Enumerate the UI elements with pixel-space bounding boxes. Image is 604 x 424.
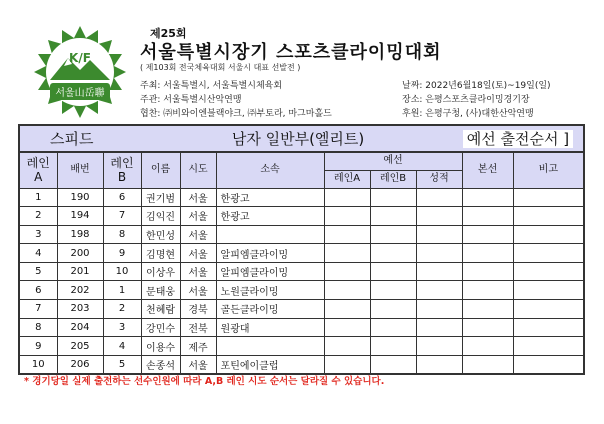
team-cell: 알피엠클라이밍 <box>216 244 324 263</box>
sponsor-info: 협찬: ㈜비와이엔블랙야크, ㈜부토라, 마그마홀드 <box>140 109 332 119</box>
final-cell <box>462 207 513 226</box>
bib-cell: 198 <box>57 225 103 244</box>
qual-lane-a-cell <box>324 355 370 374</box>
table-row <box>19 355 584 374</box>
table-row <box>19 207 584 226</box>
lane-b-cell: 8 <box>103 225 141 244</box>
bib-cell: 200 <box>57 244 103 263</box>
lane-a-cell: 3 <box>19 225 57 244</box>
team-cell: 알피엠클라이밍 <box>216 262 324 281</box>
header-qual-result: 성적 <box>416 170 462 188</box>
note-cell <box>513 355 584 374</box>
bib-cell: 206 <box>57 355 103 374</box>
lane-a-cell: 8 <box>19 318 57 337</box>
lane-a-cell: 1 <box>19 188 57 207</box>
final-cell <box>462 318 513 337</box>
header-qualifier: 예선 <box>324 152 462 170</box>
lane-b-cell: 2 <box>103 300 141 319</box>
table-row <box>19 225 584 244</box>
qual-lane-b-cell <box>370 225 416 244</box>
header-lane-b: 레인 B <box>103 152 141 188</box>
header-note: 비고 <box>513 152 584 188</box>
name-cell: 강민수 <box>141 318 180 337</box>
lane-b-cell: 4 <box>103 337 141 356</box>
name-cell: 문태웅 <box>141 281 180 300</box>
team-cell <box>216 225 324 244</box>
note-cell <box>513 318 584 337</box>
team-cell: 한광고 <box>216 207 324 226</box>
bib-cell: 203 <box>57 300 103 319</box>
team-cell: 한광고 <box>216 188 324 207</box>
lane-b-cell: 5 <box>103 355 141 374</box>
qual-lane-a-cell <box>324 281 370 300</box>
note-cell <box>513 300 584 319</box>
logo-initials: K/F <box>69 51 91 65</box>
lane-a-cell: 6 <box>19 281 57 300</box>
lane-a-cell: 7 <box>19 300 57 319</box>
qual-result-cell <box>416 355 462 374</box>
region-cell: 제주 <box>180 337 216 356</box>
category-label: 남자 일반부(엘리트) <box>180 125 416 152</box>
bib-cell: 190 <box>57 188 103 207</box>
final-cell <box>462 262 513 281</box>
note-cell <box>513 188 584 207</box>
qual-lane-a-cell <box>324 188 370 207</box>
qual-lane-b-cell <box>370 188 416 207</box>
bib-cell: 204 <box>57 318 103 337</box>
header-team: 소속 <box>216 152 324 188</box>
qual-result-cell <box>416 318 462 337</box>
qual-lane-b-cell <box>370 337 416 356</box>
table-row <box>19 300 584 319</box>
list-title: 예선 출전순서 ] <box>463 130 573 148</box>
header-name: 이름 <box>141 152 180 188</box>
header-region: 시도 <box>180 152 216 188</box>
lane-a-cell: 10 <box>19 355 57 374</box>
bib-cell: 205 <box>57 337 103 356</box>
qual-lane-b-cell <box>370 281 416 300</box>
event-title: 서울특별시장기 스포츠클라이밍대회 <box>140 42 442 63</box>
name-cell: 천혜람 <box>141 300 180 319</box>
note-cell <box>513 262 584 281</box>
lane-b-cell: 10 <box>103 262 141 281</box>
lane-a-cell: 4 <box>19 244 57 263</box>
bib-cell: 194 <box>57 207 103 226</box>
final-cell <box>462 355 513 374</box>
lane-b-cell: 1 <box>103 281 141 300</box>
region-cell: 전북 <box>180 318 216 337</box>
qual-lane-b-cell <box>370 300 416 319</box>
name-cell: 손종석 <box>141 355 180 374</box>
lane-a-cell: 5 <box>19 262 57 281</box>
table-row <box>19 262 584 281</box>
region-cell: 서울 <box>180 281 216 300</box>
date-info: 날짜: 2022년6월18일(토)~19일(일) <box>402 81 551 91</box>
header-lane-a: 레인 A <box>19 152 57 188</box>
name-cell: 이상우 <box>141 262 180 281</box>
table-row <box>19 188 584 207</box>
qual-lane-a-cell <box>324 207 370 226</box>
team-cell: 원광대 <box>216 318 324 337</box>
venue-info: 장소: 은평스포츠클라이밍경기장 <box>402 95 530 105</box>
note-cell <box>513 281 584 300</box>
team-cell <box>216 337 324 356</box>
table-row <box>19 318 584 337</box>
qual-result-cell <box>416 262 462 281</box>
title-banner <box>19 125 584 152</box>
header-final: 본선 <box>462 152 513 188</box>
team-cell: 포틴에이클럽 <box>216 355 324 374</box>
bib-cell: 202 <box>57 281 103 300</box>
qual-result-cell <box>416 300 462 319</box>
name-cell: 한민성 <box>141 225 180 244</box>
header-bib: 배번 <box>57 152 103 188</box>
qual-lane-b-cell <box>370 262 416 281</box>
qual-lane-b-cell <box>370 207 416 226</box>
lane-a-cell: 9 <box>19 337 57 356</box>
region-cell: 서울 <box>180 225 216 244</box>
lane-a-cell: 2 <box>19 207 57 226</box>
team-cell: 노원클라이밍 <box>216 281 324 300</box>
final-cell <box>462 225 513 244</box>
qual-result-cell <box>416 244 462 263</box>
note-cell <box>513 225 584 244</box>
logo-wordmark: 서울山岳聯 <box>55 88 105 99</box>
qual-lane-b-cell <box>370 355 416 374</box>
lane-b-cell: 9 <box>103 244 141 263</box>
lane-b-cell: 6 <box>103 188 141 207</box>
organizer-info: 주관: 서울특별시산악연맹 <box>140 95 242 105</box>
qual-result-cell <box>416 207 462 226</box>
support-info: 후원: 은평구청, (사)대한산악연맹 <box>402 109 534 119</box>
final-cell <box>462 281 513 300</box>
name-cell: 김명현 <box>141 244 180 263</box>
qual-result-cell <box>416 188 462 207</box>
region-cell: 서울 <box>180 355 216 374</box>
name-cell: 김익진 <box>141 207 180 226</box>
qual-result-cell <box>416 225 462 244</box>
table-row <box>19 337 584 356</box>
discipline-label: 스피드 <box>19 125 180 152</box>
name-cell: 권기범 <box>141 188 180 207</box>
qual-lane-b-cell <box>370 244 416 263</box>
table-row <box>19 244 584 263</box>
qual-lane-a-cell <box>324 225 370 244</box>
name-cell: 이용수 <box>141 337 180 356</box>
edition-label: 제25회 <box>150 27 187 40</box>
footnote: * 경기당일 실제 출전하는 선수인원에 따라 A,B 레인 시도 순서는 달라질 수 있습니다. <box>24 376 385 387</box>
qual-result-cell <box>416 337 462 356</box>
region-cell: 서울 <box>180 188 216 207</box>
qual-lane-a-cell <box>324 262 370 281</box>
qual-lane-a-cell <box>324 244 370 263</box>
header-qual-lane-b: 레인B <box>370 170 416 188</box>
lane-b-cell: 7 <box>103 207 141 226</box>
start-list-table <box>18 124 585 375</box>
note-cell <box>513 337 584 356</box>
qual-lane-a-cell <box>324 318 370 337</box>
qual-lane-b-cell <box>370 318 416 337</box>
qual-lane-a-cell <box>324 337 370 356</box>
table-row <box>19 281 584 300</box>
final-cell <box>462 188 513 207</box>
federation-logo <box>30 22 130 122</box>
qual-result-cell <box>416 281 462 300</box>
bib-cell: 201 <box>57 262 103 281</box>
qual-lane-a-cell <box>324 300 370 319</box>
note-cell <box>513 244 584 263</box>
final-cell <box>462 300 513 319</box>
event-subtitle: ( 제103회 전국체육대회 서울시 대표 선발전 ) <box>140 63 301 72</box>
region-cell: 서울 <box>180 262 216 281</box>
region-cell: 서울 <box>180 207 216 226</box>
note-cell <box>513 207 584 226</box>
final-cell <box>462 244 513 263</box>
lane-b-cell: 3 <box>103 318 141 337</box>
header-qual-lane-a: 레인A <box>324 170 370 188</box>
region-cell: 서울 <box>180 244 216 263</box>
team-cell: 골든클라이밍 <box>216 300 324 319</box>
region-cell: 경북 <box>180 300 216 319</box>
final-cell <box>462 337 513 356</box>
host-info: 주최: 서울특별시, 서울특별시체육회 <box>140 81 283 91</box>
